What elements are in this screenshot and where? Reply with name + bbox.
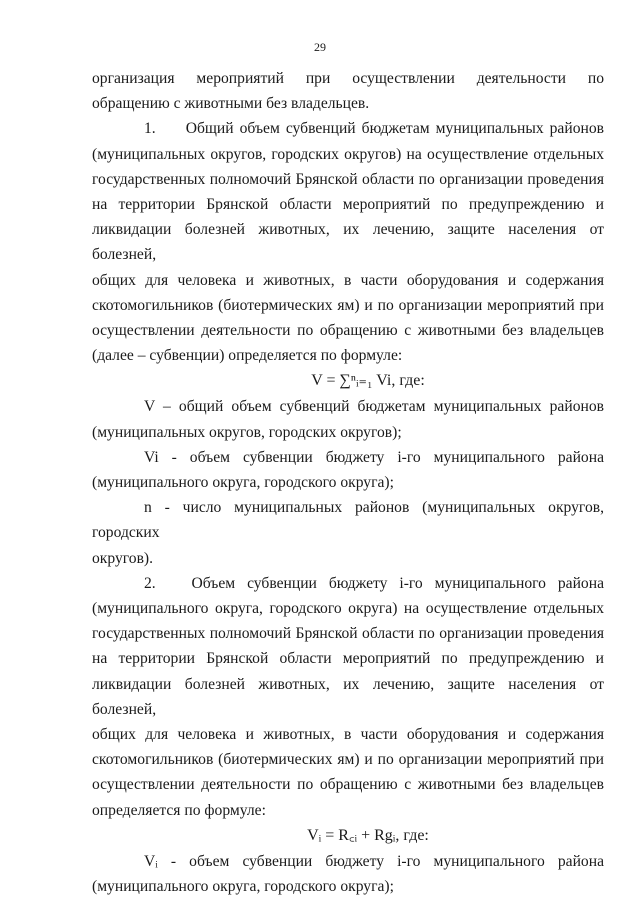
paragraph-1 — [92, 116, 604, 368]
para1-line: 1. Общий объем субвенций бюджетам муниципальных районов — [144, 120, 604, 138]
para1-line: (муниципальных округов, городских округов) на осуществление отдельных — [92, 145, 604, 163]
para2-line: определяется по формуле: — [92, 801, 266, 819]
def-vi2-line-1: Vᵢ - объем субвенции бюджету i-го муниципального района — [144, 852, 604, 870]
page-number: 29 — [314, 40, 326, 54]
para2-line: на территории Брянской области мероприятий по предупреждению и — [92, 650, 604, 668]
para2-line: ликвидации болезней животных, их лечению, защите населения от болезней, — [92, 675, 604, 718]
def-vi-line-1: Vi - объем субвенции бюджету i-го муниципального района — [144, 448, 604, 466]
para1-line: государственных полномочий Брянской области по организации проведения — [92, 170, 604, 188]
document-body — [92, 66, 604, 899]
intro-line-2: обращению с животными без владельцев. — [92, 95, 370, 113]
intro-line-1: организация мероприятий при осуществлении деятельности по — [92, 70, 604, 87]
def-n-line-1: n - число муниципальных районов (муниципальных округов, городских — [92, 499, 604, 542]
para1-line: скотомогильников (биотермических ям) и по организации мероприятий при — [92, 296, 604, 314]
def-v-line-1: V – общий объем субвенций бюджетам муниципальных районов — [144, 398, 604, 416]
para1-line: осуществлении деятельности по обращению с животными без владельцев — [92, 322, 604, 340]
para1-line: ликвидации болезней животных, их лечению, защите населения от болезней, — [92, 221, 604, 264]
para2-line: осуществлении деятельности по обращению с животными без владельцев — [92, 776, 604, 794]
def-v-line-2: (муниципальных округов, городских округов); — [92, 423, 402, 441]
def-vi-line-2: (муниципального округа, городского округа); — [92, 474, 394, 492]
def-n-line-2: округов). — [92, 549, 154, 567]
para2-line: скотомогильников (биотермических ям) и по организации мероприятий при — [92, 751, 604, 769]
def-vi2-line-2: (муниципального округа, городского округа); — [92, 878, 394, 896]
para2-line: общих для человека и животных, в части оборудования и содержания — [92, 726, 604, 744]
para1-line: общих для человека и животных, в части оборудования и содержания — [92, 271, 604, 289]
formula-1: V = ∑ⁿᵢ₌₁ Vi, где: — [311, 372, 425, 390]
paragraph-2 — [92, 571, 604, 823]
para2-line: (муниципального округа, городского округа) на осуществление отдельных — [92, 600, 604, 618]
para2-line: государственных полномочий Брянской области по организации проведения — [92, 625, 604, 643]
para2-line: 2. Объем субвенции бюджету i-го муниципального района — [144, 574, 604, 592]
formula-2: Vᵢ = R꜀ᵢ + Rgᵢ, где: — [307, 826, 429, 844]
para1-line: на территории Брянской области мероприятий по предупреждению и — [92, 196, 604, 214]
para1-line: (далее – субвенции) определяется по формуле: — [92, 347, 403, 365]
